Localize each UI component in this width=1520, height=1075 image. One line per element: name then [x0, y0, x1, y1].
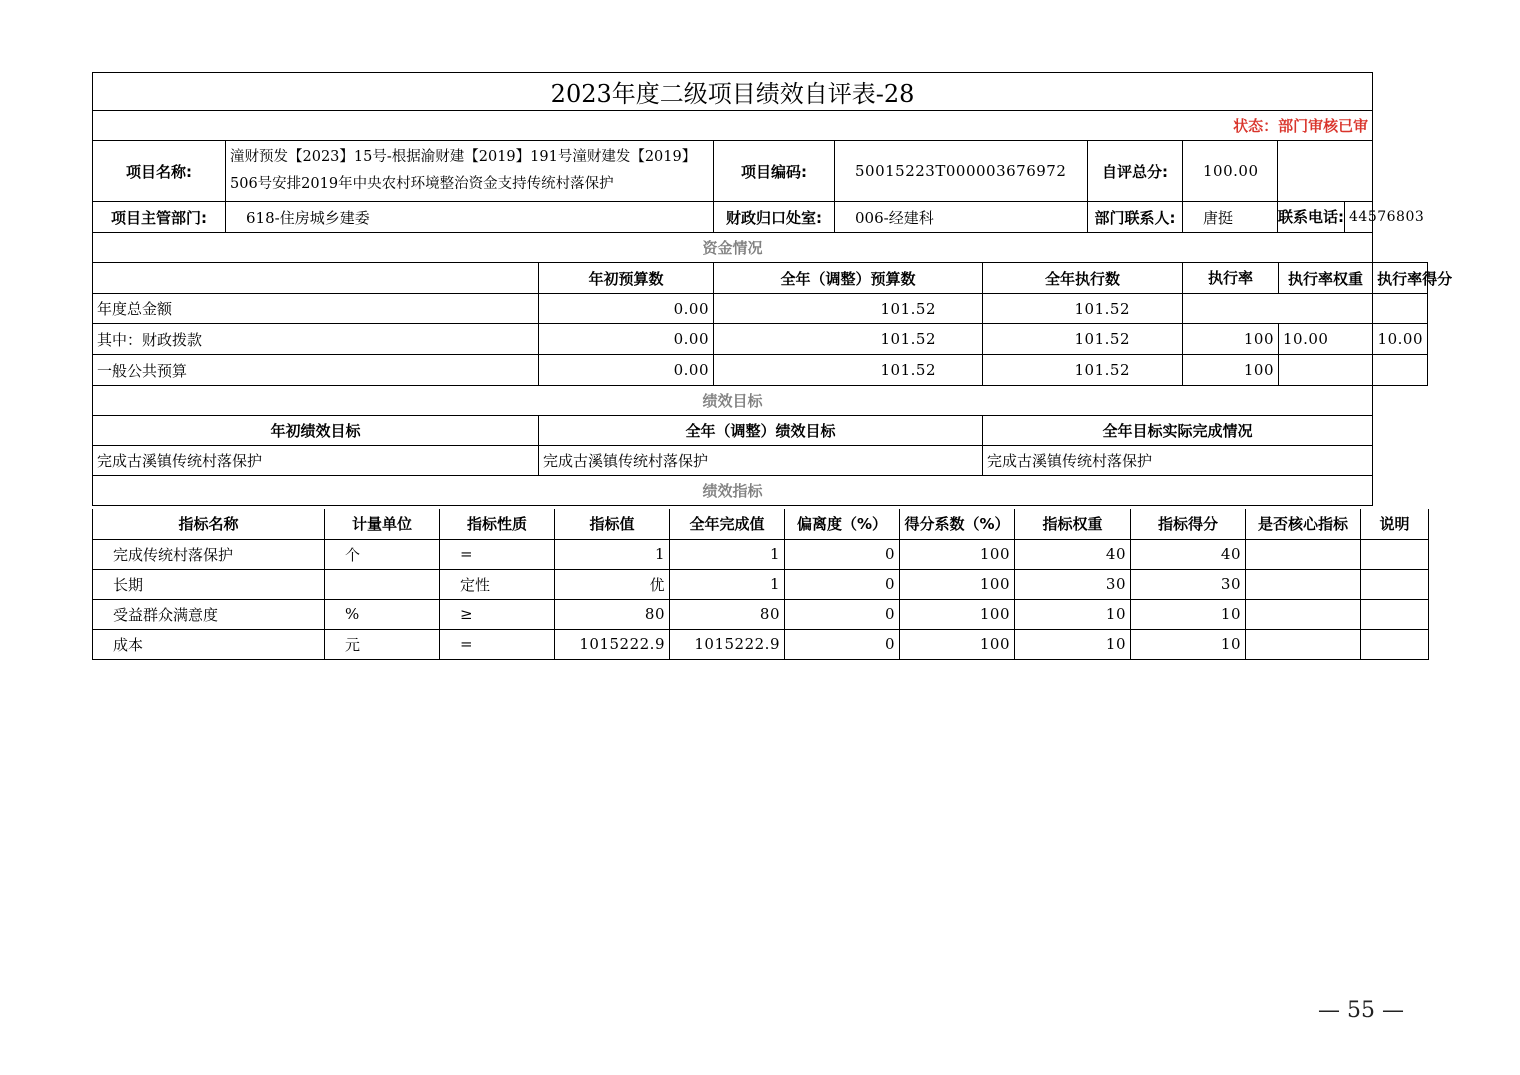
indicator-name: 完成传统村落保护	[93, 539, 325, 569]
funds-score: 10.00	[1373, 324, 1428, 355]
funds-header: 全年（调整）预算数	[714, 263, 983, 294]
indicator-nature: =	[440, 629, 555, 659]
phone-value: 44576803	[1349, 209, 1425, 225]
funds-initial: 0.00	[539, 324, 714, 355]
indicator-header: 是否核心指标	[1246, 509, 1361, 539]
table-row	[93, 599, 1429, 629]
indicator-score: 10	[1131, 599, 1246, 629]
indicator-header: 全年完成值	[670, 509, 785, 539]
indicator-target: 1015222.9	[555, 629, 670, 659]
indicator-weight: 30	[1015, 569, 1131, 599]
indicator-name: 受益群众满意度	[93, 599, 325, 629]
table-row	[93, 355, 1428, 386]
indicator-weight: 10	[1015, 629, 1131, 659]
funds-adjusted: 101.52	[714, 324, 983, 355]
indicator-unit: 元	[325, 629, 440, 659]
project-name-value: 潼财预发【2023】15号-根据渝财建【2019】191号潼财建发【2019】506号安排2019年中央农村环境整治资金支持传统村落保护	[226, 141, 714, 202]
phone-label: 联系电话:	[1278, 202, 1345, 232]
indicator-header: 计量单位	[325, 509, 440, 539]
table-row	[93, 539, 1429, 569]
table-row	[93, 569, 1429, 599]
contact-label: 部门联系人:	[1088, 202, 1183, 233]
goals-header: 年初绩效目标	[93, 416, 539, 446]
funds-header: 执行率权重	[1288, 269, 1364, 288]
indicator-unit: 个	[325, 539, 440, 569]
funds-initial: 0.00	[539, 294, 714, 324]
indicator-actual: 1	[670, 539, 785, 569]
indicator-nature: 定性	[440, 569, 555, 599]
indicator-deviation: 0	[785, 599, 900, 629]
table-row	[93, 629, 1429, 659]
funds-header: 年初预算数	[539, 263, 714, 294]
funds-header: 执行率	[1183, 263, 1279, 293]
goal-actual: 完成古溪镇传统村落保护	[983, 446, 1373, 476]
indicator-coefficient: 100	[900, 629, 1015, 659]
indicator-note	[1361, 539, 1429, 569]
indicator-score: 40	[1131, 539, 1246, 569]
indicator-core	[1246, 569, 1361, 599]
status-badge: 状态：部门审核已审	[93, 111, 1373, 141]
goals-section-title: 绩效目标	[93, 386, 1373, 416]
indicator-note	[1361, 569, 1429, 599]
funds-rate-group	[1183, 355, 1373, 386]
funds-row-label: 其中：财政拨款	[93, 324, 539, 355]
page-number: — 55 —	[1318, 998, 1404, 1023]
funds-executed: 101.52	[983, 294, 1183, 324]
dept-label: 项目主管部门:	[93, 202, 226, 233]
indicator-target: 优	[555, 569, 670, 599]
indicator-unit	[325, 569, 440, 599]
indicator-header: 说明	[1361, 509, 1429, 539]
table-row	[93, 446, 1428, 476]
indicator-actual: 1015222.9	[670, 629, 785, 659]
finance-office-label: 财政归口处室:	[714, 202, 835, 233]
indicator-actual: 80	[670, 599, 785, 629]
indicator-core	[1246, 599, 1361, 629]
indicator-score: 10	[1131, 629, 1246, 659]
project-code-value: 50015223T000003676972	[835, 141, 1088, 202]
funds-adjusted: 101.52	[714, 355, 983, 386]
indicator-header: 指标性质	[440, 509, 555, 539]
finance-office-value: 006-经建科	[835, 202, 1088, 233]
funds-executed: 101.52	[983, 355, 1183, 386]
indicator-header: 指标得分	[1131, 509, 1246, 539]
indicators-table	[92, 509, 1429, 660]
funds-header: 全年执行数	[983, 263, 1183, 294]
indicator-deviation: 0	[785, 539, 900, 569]
empty-cell	[1278, 141, 1373, 202]
table-row	[93, 324, 1428, 355]
indicator-header: 指标权重	[1015, 509, 1131, 539]
funds-row-label: 年度总金额	[93, 294, 539, 324]
funds-rate: 100	[1183, 324, 1279, 354]
indicator-nature: =	[440, 539, 555, 569]
indicator-header: 偏离度（%）	[785, 509, 900, 539]
indicator-note	[1361, 629, 1429, 659]
goal-initial: 完成古溪镇传统村落保护	[93, 446, 539, 476]
funds-row-label: 一般公共预算	[93, 355, 539, 386]
funds-weight: 10.00	[1283, 330, 1329, 348]
contact-value: 唐挺	[1183, 202, 1278, 233]
funds-score	[1373, 294, 1428, 324]
indicator-name: 长期	[93, 569, 325, 599]
indicator-deviation: 0	[785, 569, 900, 599]
self-evaluation-table	[92, 72, 1453, 506]
dept-value: 618-住房城乡建委	[226, 202, 714, 233]
funds-section-title: 资金情况	[93, 233, 1373, 263]
funds-header: 执行率得分	[1373, 263, 1428, 294]
indicator-coefficient: 100	[900, 539, 1015, 569]
indicator-header: 得分系数（%）	[900, 509, 1015, 539]
self-score-label: 自评总分:	[1088, 141, 1183, 202]
indicator-unit: %	[325, 599, 440, 629]
goals-header: 全年目标实际完成情况	[983, 416, 1373, 446]
indicator-note	[1361, 599, 1429, 629]
funds-score	[1373, 355, 1428, 386]
indicator-header: 指标值	[555, 509, 670, 539]
funds-rate: 100	[1183, 355, 1279, 385]
phone-cell	[1278, 202, 1425, 233]
indicator-target: 80	[555, 599, 670, 629]
funds-rate-group	[1183, 324, 1373, 355]
indicator-weight: 40	[1015, 539, 1131, 569]
table-row	[93, 294, 1428, 324]
project-name-label: 项目名称:	[93, 141, 226, 202]
funds-rate-group	[1183, 294, 1373, 324]
goal-adjusted: 完成古溪镇传统村落保护	[539, 446, 983, 476]
indicator-score: 30	[1131, 569, 1246, 599]
funds-executed: 101.52	[983, 324, 1183, 355]
indicator-header: 指标名称	[93, 509, 325, 539]
funds-initial: 0.00	[539, 355, 714, 386]
indicator-coefficient: 100	[900, 569, 1015, 599]
self-score-value: 100.00	[1183, 141, 1278, 202]
indicator-core	[1246, 539, 1361, 569]
indicator-deviation: 0	[785, 629, 900, 659]
indicator-name: 成本	[93, 629, 325, 659]
funds-adjusted: 101.52	[714, 294, 983, 324]
indicator-target: 1	[555, 539, 670, 569]
goals-header: 全年（调整）绩效目标	[539, 416, 983, 446]
indicators-section-title: 绩效指标	[93, 476, 1373, 506]
indicator-coefficient: 100	[900, 599, 1015, 629]
funds-header-group	[1183, 263, 1373, 294]
indicator-core	[1246, 629, 1361, 659]
page-title: 2023年度二级项目绩效自评表-28	[93, 73, 1373, 111]
project-code-label: 项目编码:	[714, 141, 835, 202]
indicator-nature: ≥	[440, 599, 555, 629]
indicator-weight: 10	[1015, 599, 1131, 629]
funds-header-blank	[93, 263, 539, 294]
indicator-actual: 1	[670, 569, 785, 599]
